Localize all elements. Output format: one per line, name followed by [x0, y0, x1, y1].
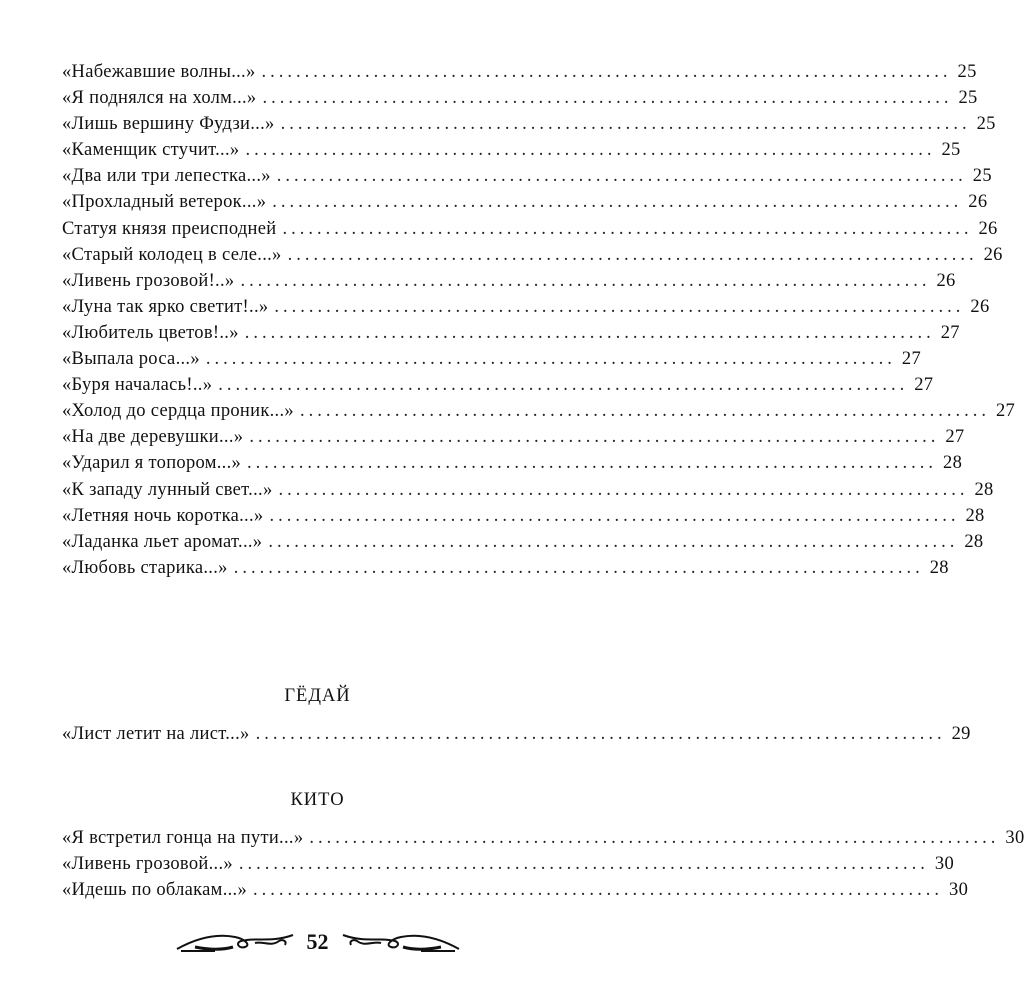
toc-entry	[62, 140, 961, 166]
section-heading-gyodai: ГЁДАЙ	[284, 686, 351, 706]
toc-entry-title: «Каменщик стучит...»	[62, 140, 240, 161]
floral-flourish-icon	[341, 929, 461, 955]
toc-leader-dots: ................................................................................	[238, 854, 929, 875]
toc-entry	[62, 427, 965, 453]
toc-entry	[62, 724, 971, 750]
toc-leader-dots: ................................................................................	[240, 270, 931, 291]
toc-entry-title: «Ливень грозовой!..»	[62, 270, 235, 291]
toc-leader-dots: ................................................................................	[244, 322, 935, 343]
toc-leader-dots: ................................................................................	[282, 218, 973, 239]
toc-leader-dots: ................................................................................	[309, 828, 1000, 848]
toc-entry-title: Статуя князя преисподней	[62, 218, 277, 239]
toc-entry	[62, 88, 978, 114]
toc-entry	[62, 244, 1003, 271]
toc-entry-title: «Выпала роса...»	[62, 349, 200, 370]
toc-entry-page: 26	[936, 270, 956, 291]
toc-leader-dots: ................................................................................	[261, 62, 952, 82]
toc-entry-title: «Ладанка льет аромат...»	[62, 531, 263, 552]
toc-entry-page: 25	[941, 140, 961, 161]
toc-leader-dots: ................................................................................	[287, 244, 978, 265]
toc-entry-title: «К западу лунный свет...»	[62, 479, 273, 500]
toc-leader-dots: ................................................................................	[253, 880, 944, 901]
toc-entry-title: «Любитель цветов!..»	[62, 322, 239, 343]
toc-entry-page: 25	[972, 166, 992, 187]
toc-entry-title: «Луна так ярко светит!..»	[62, 296, 269, 317]
toc-leader-dots: ................................................................................	[205, 349, 896, 370]
toc-entry-page: 26	[970, 296, 990, 317]
toc-entry	[62, 854, 955, 880]
floral-flourish-icon	[175, 929, 295, 955]
toc-entry-page: 26	[978, 218, 998, 239]
toc-entry-page: 26	[983, 244, 1003, 265]
toc-entry	[62, 114, 996, 140]
toc-entry-page: 28	[964, 531, 984, 552]
section-heading-kito: КИТО	[290, 790, 345, 810]
toc-entry-title: «Я поднялся на холм...»	[62, 88, 257, 109]
toc-entry-page: 29	[951, 724, 971, 744]
toc-entry-page: 30	[949, 880, 969, 901]
toc-entry-page: 30	[934, 854, 955, 875]
toc-entry-title: «На две деревушки...»	[62, 427, 244, 448]
toc-entry	[62, 296, 990, 323]
toc-entry-page: 25	[957, 62, 977, 82]
toc-entry-page: 27	[945, 427, 965, 448]
toc-leader-dots: ................................................................................	[272, 192, 963, 213]
toc-entry-title: «Любовь старика...»	[62, 557, 228, 578]
toc-entry	[62, 828, 1025, 854]
toc-entry-page: 30	[1005, 828, 1025, 848]
toc-entry	[62, 557, 949, 584]
toc-entry-page: 27	[995, 401, 1016, 422]
toc-entry-title: «Ударил я топором...»	[62, 453, 242, 474]
toc-entry-page: 28	[929, 557, 949, 578]
toc-leader-dots: ................................................................................	[218, 375, 909, 396]
toc-entry	[62, 375, 934, 401]
toc-entry	[62, 192, 988, 218]
toc-entry	[62, 453, 963, 479]
toc-entry	[62, 349, 922, 375]
toc-leader-dots: ................................................................................	[269, 505, 960, 526]
toc-entry-title: «Холод до сердца проник...»	[62, 401, 294, 422]
toc-entry-page: 27	[914, 375, 934, 396]
toc-entry-page: 25	[958, 88, 978, 109]
toc-leader-dots: ................................................................................	[274, 296, 965, 317]
toc-leader-dots: ................................................................................	[247, 453, 938, 474]
toc-block-gyodai	[62, 724, 971, 750]
toc-block-main	[62, 62, 1016, 584]
toc-entry	[62, 270, 956, 297]
toc-entry	[62, 166, 992, 192]
toc-entry-title: «Два или три лепестка...»	[62, 166, 271, 187]
toc-entry-title: «Старый колодец в селе...»	[62, 244, 282, 265]
toc-entry-title: «Я встретил гонца на пути...»	[62, 828, 304, 848]
toc-leader-dots: ................................................................................	[245, 140, 936, 161]
toc-leader-dots: ................................................................................	[233, 557, 924, 578]
toc-entry-page: 28	[974, 479, 994, 500]
toc-entry	[62, 322, 960, 349]
toc-entry-page: 26	[968, 192, 988, 213]
toc-entry	[62, 401, 1016, 427]
toc-entry-page: 25	[976, 114, 996, 135]
toc-entry	[62, 505, 985, 532]
toc-entry-page: 28	[965, 505, 985, 526]
toc-entry	[62, 62, 977, 88]
toc-entry	[62, 218, 998, 245]
toc-entry-page: 27	[901, 349, 922, 370]
toc-leader-dots: ................................................................................	[249, 427, 940, 448]
toc-leader-dots: ................................................................................	[255, 724, 946, 744]
toc-leader-dots: ................................................................................	[276, 166, 967, 187]
toc-leader-dots: ................................................................................	[268, 531, 959, 552]
toc-leader-dots: ................................................................................	[278, 479, 969, 500]
page-number: 52	[306, 929, 329, 954]
toc-entry	[62, 479, 994, 506]
toc-entry-page: 28	[943, 453, 963, 474]
toc-leader-dots: ................................................................................	[262, 88, 953, 109]
toc-leader-dots: ................................................................................	[299, 401, 990, 422]
toc-leader-dots: ................................................................................	[280, 114, 971, 135]
toc-entry	[62, 531, 984, 558]
toc-entry	[62, 880, 969, 906]
page-footer	[0, 922, 635, 962]
toc-entry-title: «Буря началась!..»	[62, 375, 213, 396]
toc-entry-page: 27	[940, 322, 960, 343]
toc-block-kito	[62, 828, 1025, 906]
toc-entry-title: «Набежавшие волны...»	[62, 62, 256, 82]
toc-entry-title: «Идешь по облакам...»	[62, 880, 248, 901]
toc-entry-title: «Ливень грозовой...»	[62, 854, 233, 875]
toc-entry-title: «Прохладный ветерок...»	[62, 192, 267, 213]
toc-entry-title: «Лишь вершину Фудзи...»	[62, 114, 275, 135]
toc-entry-title: «Лист летит на лист...»	[62, 724, 250, 744]
toc-entry-title: «Летняя ночь коротка...»	[62, 505, 264, 526]
